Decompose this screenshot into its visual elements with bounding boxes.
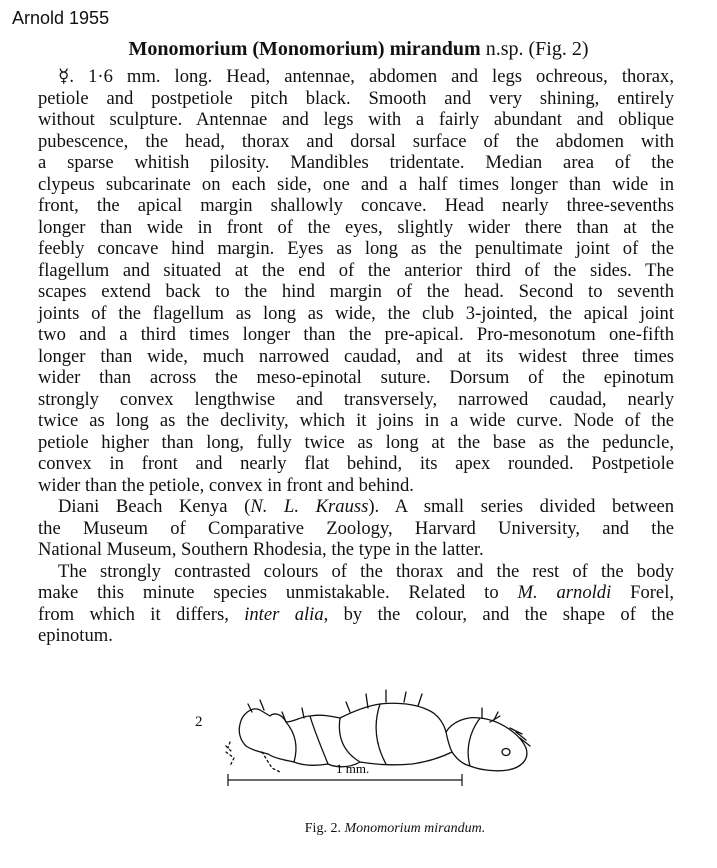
description-line: petiole and postpetiole pitch black. Smooth and very shining, entirely — [38, 87, 674, 109]
description-text — [38, 66, 674, 647]
latin-phrase: inter alia — [244, 603, 324, 625]
description-line: a sparse whitish pilosity. Mandibles tridentate. Median area of the — [38, 152, 674, 173]
description-line: feebly concave hind margin. Eyes as long as the penultimate joint of the — [38, 238, 674, 259]
collector-name: N. L. Krauss — [250, 496, 369, 517]
description-line: pubescence, the head, thorax and dorsal surface of the abdomen with — [38, 130, 674, 152]
scale-bar — [228, 761, 462, 786]
caption-prefix: Fig. 2. — [304, 821, 341, 836]
description-line: front, the apical margin shallowly concave. Head nearly three-sevenths — [38, 195, 674, 216]
remarks-line: The strongly contrasted colours of the thorax and the rest of the body — [58, 560, 674, 582]
remarks-line: from which it differs, inter alia, by the colour, and the shape of the — [38, 603, 674, 625]
description-line: petiole higher than long, fully twice as long at the base as the peduncle, — [38, 431, 674, 453]
description-line: clypeus subcarinate on each side, one and a half times longer than wide in — [38, 173, 674, 195]
worker-caste-symbol: ☿. — [58, 66, 75, 87]
caption-species: Monomorium mirandum. — [344, 821, 486, 836]
remarks-line: epinotum. — [38, 625, 113, 646]
description-line: wider than the petiole, convex in front and behind. — [38, 474, 414, 496]
description-line: flagellum and situated at the end of the anterior third of the sides. The — [38, 259, 674, 281]
description-paragraph — [38, 66, 674, 496]
description-line: ☿. 1·6 mm. long. Head, antennae, abdomen and legs ochreous, thorax, — [58, 66, 674, 87]
species-suffix: n.sp. (Fig. 2) — [485, 38, 589, 60]
description-line: convex in front and nearly flat behind, its apex rounded. Postpetiole — [38, 453, 674, 474]
figure-caption — [0, 821, 717, 837]
author-year-label: Arnold 1955 — [12, 8, 110, 28]
related-species: M. arnoldi — [517, 582, 612, 603]
ant-illustration — [190, 672, 550, 808]
description-line: two and a third times longer than the pre-apical. Pro-mesonotum one-fifth — [38, 324, 674, 345]
species-name: Monomorium (Monomorium) mirandum — [128, 38, 481, 60]
description-line: scapes extend back to the hind margin of the head. Second to seventh — [38, 281, 674, 302]
species-title — [0, 38, 717, 61]
description-line: without sculpture. Antennae and legs with a fairly abundant and oblique — [38, 109, 674, 130]
description-line: wider than across the meso-epinotal suture. Dorsum of the epinotum — [38, 367, 674, 388]
description-line: longer than wide, much narrowed caudad, and at its widest three times — [38, 345, 674, 367]
description-line: twice as long as the declivity, which it joins in a wide curve. Node of the — [38, 410, 674, 431]
figure-number: 2 — [195, 714, 203, 730]
description-line: longer than wide in front of the eyes, slightly wider there than at the — [38, 216, 674, 238]
locality-line: the Museum of Comparative Zoology, Harvard University, and the — [38, 517, 674, 539]
remarks-line: make this minute species unmistakable. Related to M. arnoldi Forel, — [38, 582, 675, 603]
description-line: joints of the flagellum as long as wide, the club 3-jointed, the apical joint — [38, 302, 674, 324]
locality-line: National Museum, Southern Rhodesia, the type in the latter. — [38, 539, 484, 560]
scale-bar-label: 1 mm. — [336, 761, 370, 776]
description-line: strongly convex lengthwise and transversely, narrowed caudad, nearly — [38, 388, 674, 410]
locality-line: Diani Beach Kenya (N. L. Krauss). A small series divided between — [58, 496, 674, 517]
